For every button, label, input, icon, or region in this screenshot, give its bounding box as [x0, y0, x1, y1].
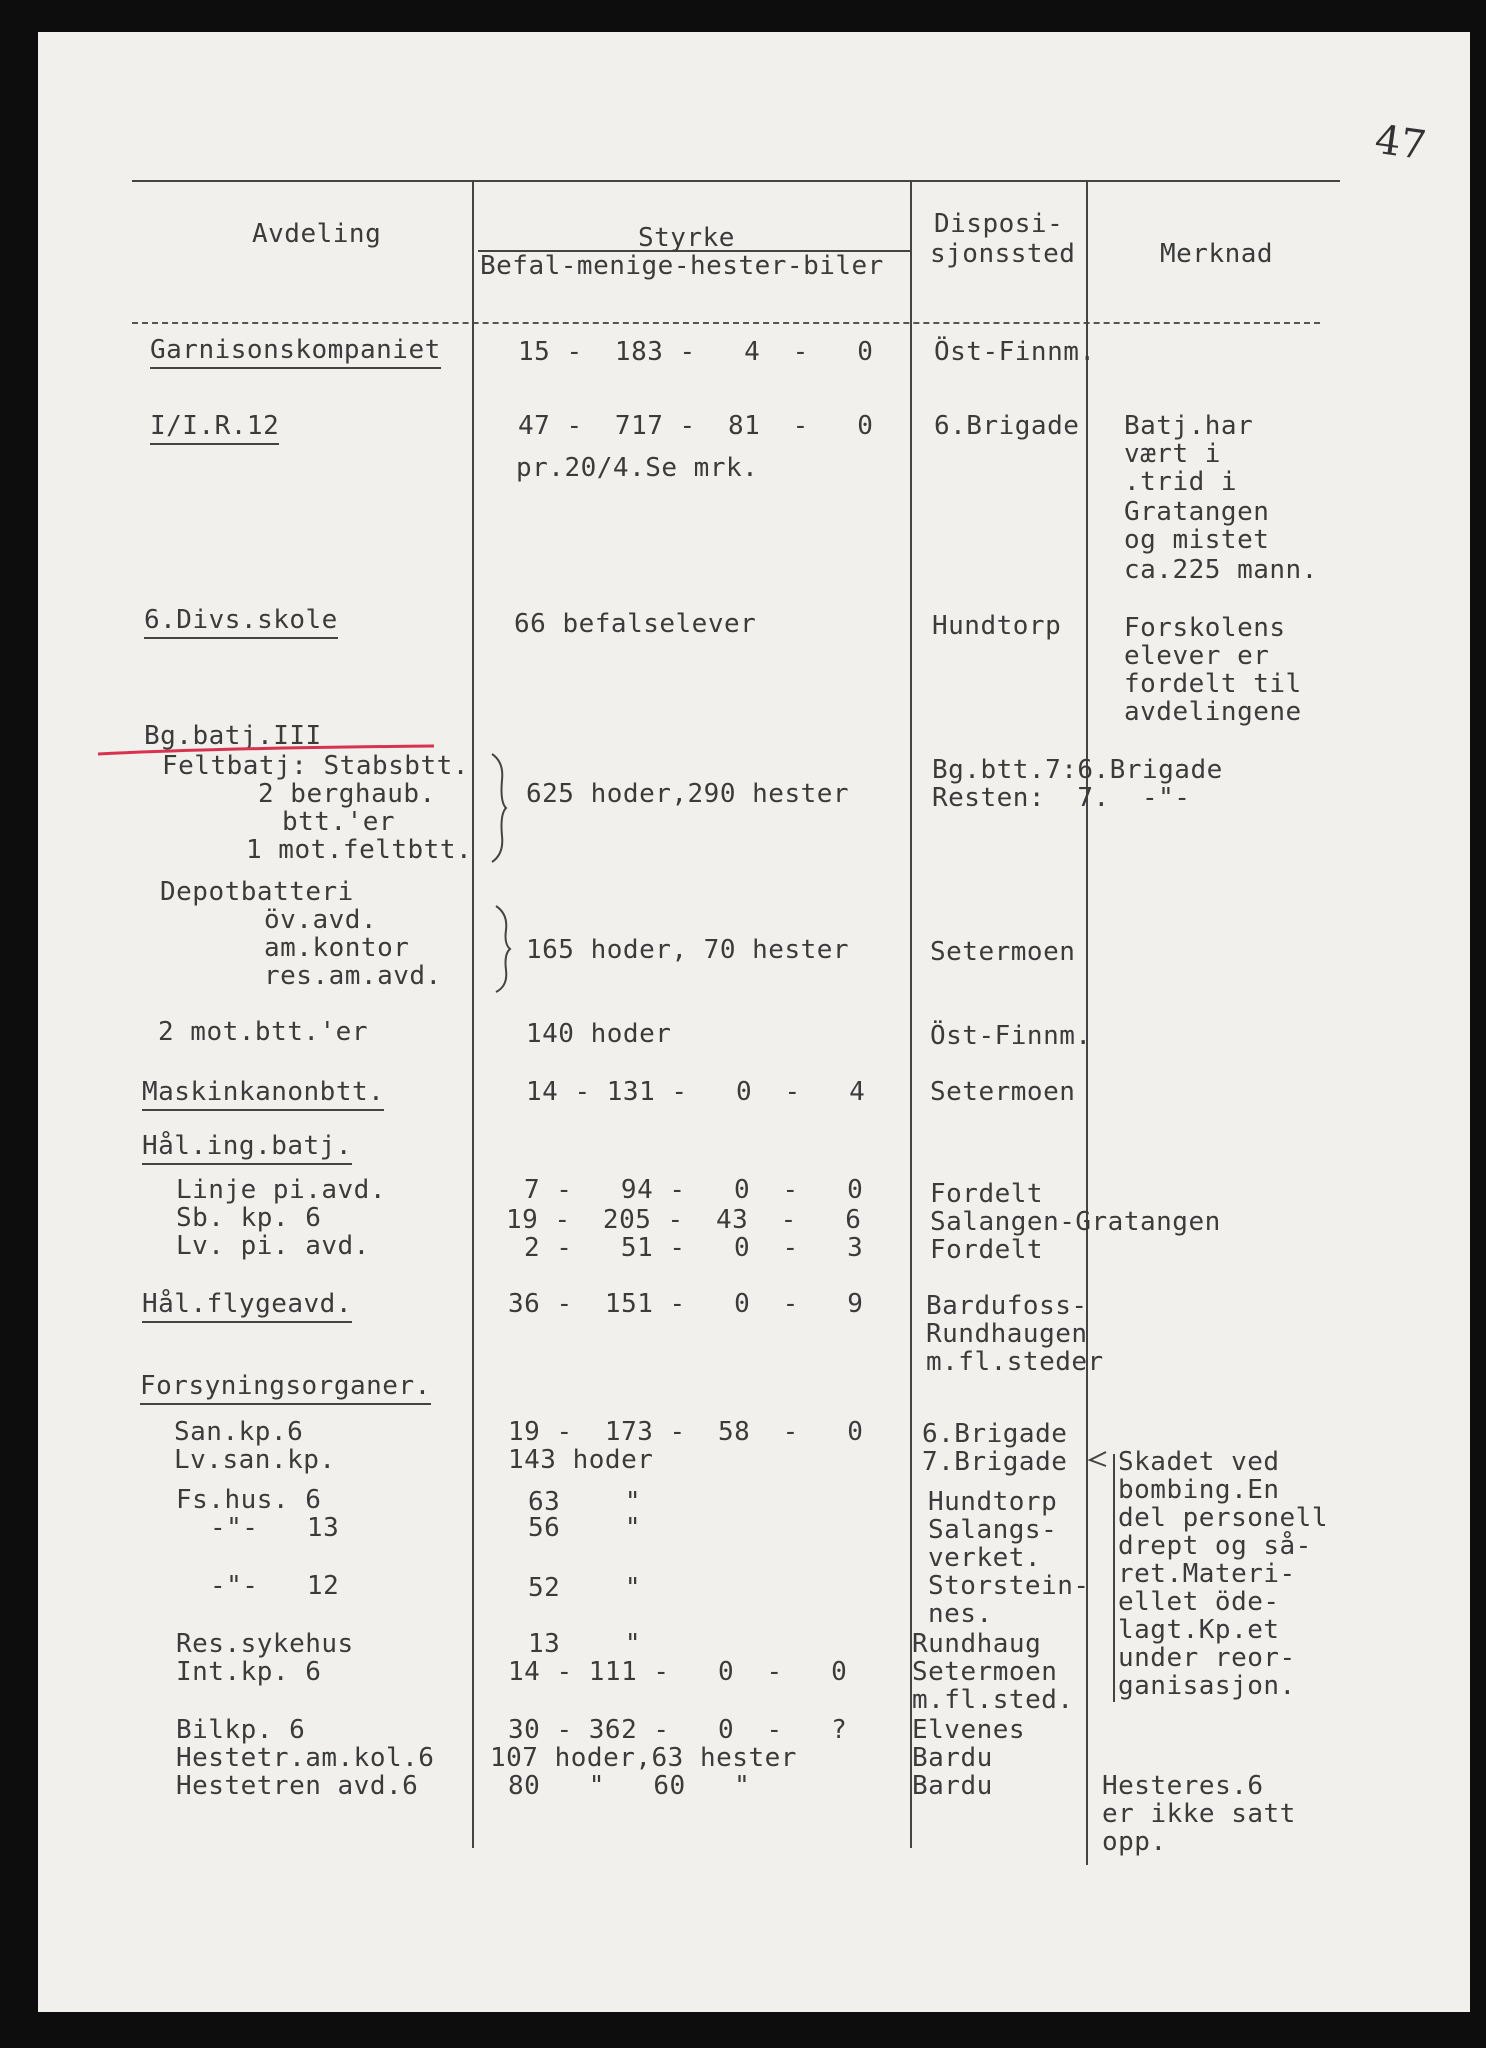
strength-r10-8: 30 - 362 - 0 - ? [508, 1715, 848, 1745]
place-r10-1: 6.Brigade [922, 1419, 1068, 1449]
remark-bombing-8: under reor- [1118, 1643, 1296, 1673]
strength-r10-7: 14 - 111 - 0 - 0 [508, 1657, 848, 1687]
place-r10-7a: Setermoen [912, 1657, 1058, 1687]
place-r7: Setermoen [930, 1077, 1076, 1107]
remark-bombing-2: bombing.En [1118, 1475, 1280, 1505]
table-top-rule [132, 180, 1340, 182]
unit-divs-skole: 6.Divs.skole [144, 606, 338, 639]
unit-maskinkanonbtt: Maskinkanonbtt. [142, 1078, 384, 1111]
unit-hal-flygeavd: Hål.flygeavd. [142, 1290, 352, 1323]
strength-r8-3: 2 - 51 - 0 - 3 [524, 1233, 864, 1263]
place-r10-2: 7.Brigade [922, 1447, 1068, 1477]
unit-hal-ing-batj: Hål.ing.batj. [142, 1132, 352, 1165]
remark-bombing-4: drept og så- [1118, 1531, 1312, 1561]
remark-r2-3: .trid i [1124, 467, 1238, 497]
strength-r2: 47 - 717 - 81 - 0 [518, 411, 874, 441]
sub-r10-10: Hestetren avd.6 [176, 1771, 419, 1801]
remark-bombing-3: del personell [1118, 1503, 1328, 1533]
sub-r4-3: btt.'er [282, 807, 396, 837]
remark-horses-3: opp. [1102, 1827, 1167, 1857]
strength-r4: 625 hoder,290 hester [526, 779, 850, 809]
remark-bombing-9: ganisasjon. [1118, 1671, 1296, 1701]
sub-r8-1: Linje pi.avd. [176, 1175, 386, 1205]
place-r10-7b: m.fl.sted. [912, 1685, 1074, 1715]
place-r9-3: m.fl.steder [926, 1347, 1104, 1377]
remark-horses-1: Hesteres.6 [1102, 1771, 1264, 1801]
strength-r10-6: 13 " [528, 1629, 642, 1659]
header-styrke-columns: Befal-menige-hester-biler [480, 251, 884, 281]
column-divider-2 [910, 180, 912, 1848]
remark-r3-2: elever er [1124, 641, 1270, 671]
remark-r3-1: Forskolens [1124, 613, 1286, 643]
place-r8-3: Fordelt [930, 1235, 1044, 1265]
header-avdeling: Avdeling [252, 219, 382, 249]
header-bottom-rule [132, 322, 1320, 324]
header-disposisjonssted-1: Disposi- [934, 209, 1064, 239]
remark-r2-1: Batj.har [1124, 411, 1254, 441]
header-styrke: Styrke [638, 223, 735, 253]
sub-r10-2: Lv.san.kp. [174, 1445, 336, 1475]
place-r10-8: Elvenes [912, 1715, 1026, 1745]
place-r9-2: Rundhaugen [926, 1319, 1088, 1349]
place-r5: Setermoen [930, 937, 1076, 967]
strength-r10-2: 143 hoder [508, 1445, 654, 1475]
unit-ir12: I/I.R.12 [150, 412, 279, 445]
place-r10-6: Rundhaug [912, 1629, 1042, 1659]
sub-r10-4: -"- 13 [210, 1513, 340, 1543]
sub-r5-3: res.am.avd. [264, 961, 442, 991]
remark-bombing-7: lagt.Kp.et [1118, 1615, 1280, 1645]
sub-r4-1: Feltbatj: Stabsbtt. [162, 751, 469, 781]
page-number: 47 [1372, 116, 1429, 170]
sub-r10-3: Fs.hus. 6 [176, 1485, 322, 1515]
sub-r4-2: 2 berghaub. [258, 779, 436, 809]
strength-r1: 15 - 183 - 4 - 0 [518, 337, 874, 367]
strength-r10-10: 80 " 60 " [508, 1771, 751, 1801]
place-r4-1: Bg.btt.7:6.Brigade [932, 755, 1223, 785]
remark-bombing-6: ellet öde- [1118, 1587, 1280, 1617]
sub-r10-1: San.kp.6 [174, 1417, 304, 1447]
remark-r2-2: vært i [1124, 439, 1221, 469]
header-merknad: Merknad [1160, 239, 1274, 269]
place-r3: Hundtorp [932, 611, 1062, 641]
strength-r10-1: 19 - 173 - 58 - 0 [508, 1417, 864, 1447]
unit-bg-batj: Bg.batj.III [144, 721, 322, 751]
place-r10-5a: Storstein- [928, 1571, 1090, 1601]
place-r9-1: Bardufoss- [926, 1291, 1088, 1321]
sub-r10-7: Int.kp. 6 [176, 1657, 322, 1687]
sub-r5-1: öv.avd. [264, 905, 378, 935]
strength-r10-4: 56 " [528, 1513, 642, 1543]
remark-r2-5: og mistet [1124, 525, 1270, 555]
place-r10-5b: nes. [928, 1599, 993, 1629]
sub-r8-2: Sb. kp. 6 [176, 1203, 322, 1233]
place-r8-2: Salangen-Gratangen [930, 1207, 1221, 1237]
strength-r7: 14 - 131 - 0 - 4 [526, 1077, 866, 1107]
sub-r10-8: Bilkp. 6 [176, 1715, 306, 1745]
strength-r10-9: 107 hoder,63 hester [490, 1743, 797, 1773]
strength-r5: 165 hoder, 70 hester [526, 935, 850, 965]
place-r2: 6.Brigade [934, 411, 1080, 441]
strength-r10-5: 52 " [528, 1573, 642, 1603]
strength-r8-1: 7 - 94 - 0 - 0 [524, 1175, 864, 1205]
remark-bombing-5: ret.Materi- [1118, 1559, 1296, 1589]
unit-mot-btt: 2 mot.btt.'er [158, 1017, 368, 1047]
sub-r5-2: am.kontor [264, 933, 410, 963]
brace-r4 [488, 752, 510, 864]
unit-depotbatteri: Depotbatteri [160, 877, 354, 907]
place-r10-10: Bardu [912, 1771, 993, 1801]
sub-r10-6: Res.sykehus [176, 1629, 354, 1659]
remark-bombing-1: Skadet ved [1118, 1447, 1280, 1477]
unit-forsyningsorganer: Forsyningsorganer. [140, 1372, 431, 1405]
remark-r2-4: Gratangen [1124, 497, 1270, 527]
place-r10-4a: Salangs- [928, 1515, 1058, 1545]
strength-r10-3: 63 " [528, 1487, 642, 1517]
header-disposisjonssted-2: sjonssted [930, 239, 1076, 269]
column-divider-1 [472, 180, 474, 1848]
place-r6: Öst-Finnm. [930, 1021, 1092, 1051]
place-r10-4b: verket. [928, 1543, 1042, 1573]
unit-garnisonskompaniet: Garnisonskompaniet [150, 336, 441, 369]
place-r10-3: Hundtorp [928, 1487, 1058, 1517]
strength-r9: 36 - 151 - 0 - 9 [508, 1289, 864, 1319]
strength-r3: 66 befalselever [514, 609, 757, 639]
place-r1: Öst-Finnm. [934, 337, 1096, 367]
remark-r2-6: ca.225 mann. [1124, 555, 1318, 585]
remark-horses-2: er ikke satt [1102, 1799, 1296, 1829]
remark-r3-4: avdelingene [1124, 697, 1302, 727]
sub-r8-3: Lv. pi. avd. [176, 1231, 370, 1261]
strength-note-r2: pr.20/4.Se mrk. [516, 453, 759, 483]
sub-r10-5: -"- 12 [210, 1571, 340, 1601]
sub-r4-4: 1 mot.feltbtt. [246, 835, 473, 865]
strength-r6: 140 hoder [526, 1019, 672, 1049]
place-r8-1: Fordelt [930, 1179, 1044, 1209]
strength-r8-2: 19 - 205 - 43 - 6 [506, 1205, 862, 1235]
place-r4-2: Resten: 7. -"- [932, 783, 1191, 813]
sub-r10-9: Hestetr.am.kol.6 [176, 1743, 435, 1773]
place-r10-9: Bardu [912, 1743, 993, 1773]
brace-r5 [492, 904, 514, 994]
remark-r3-3: fordelt til [1124, 669, 1302, 699]
